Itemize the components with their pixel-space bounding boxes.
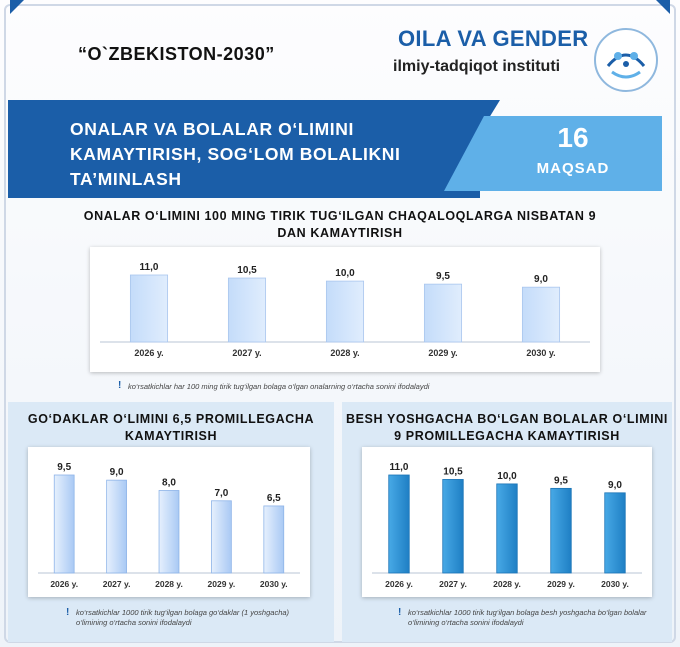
chart3-title: BESH YOSHGACHA BO‘LGAN BOLALAR O‘LIMINI 9 PROMILLEGACHA KAMAYTIRISH — [345, 412, 668, 443]
chart3-bar — [497, 484, 518, 573]
chart1-svg — [90, 247, 600, 372]
chart1-category-label: 2028 y. — [330, 348, 360, 358]
chart1-bar — [130, 275, 167, 342]
chart1-bar — [424, 284, 461, 342]
chart2-bar — [211, 501, 231, 573]
program-title: “O`ZBEKISTON-2030” — [78, 44, 275, 64]
chart1-value-label: 9,0 — [534, 274, 548, 286]
institute-logo-icon — [592, 26, 660, 94]
chart2-title: GO‘DAKLAR O‘LIMINI 6,5 PROMILLEGACHA KAMAYTIRISH — [27, 412, 315, 443]
chart3-category-label: 2030 y. — [601, 579, 629, 589]
chart1-note-icon: ! — [118, 380, 122, 391]
chart3-category-label: 2026 y. — [385, 579, 413, 589]
chart3-category-label: 2027 y. — [439, 579, 467, 589]
chart3-category-label: 2028 y. — [493, 579, 521, 589]
chart2-value-label: 7,0 — [214, 487, 229, 499]
chart2-note: ko‘rsatkichlar 1000 tirik tug‘ilgan bolaga go‘daklar (1 yoshgacha) o‘limining o‘rtacha sonini ifodalaydi — [76, 608, 290, 627]
chart3-value-label: 10,5 — [443, 466, 463, 478]
chart1-value-label: 11,0 — [139, 262, 159, 273]
chart2-category-label: 2027 y. — [102, 579, 131, 589]
chart3-note-icon: ! — [398, 607, 402, 618]
chart3-bar — [605, 493, 626, 573]
chart2-category-label: 2030 y. — [259, 579, 288, 589]
chart1-category-label: 2029 y. — [428, 348, 458, 358]
chart3-svg — [362, 447, 652, 597]
chart1-title: ONALAR O‘LIMINI 100 MING TIRIK TUG‘ILGAN CHAQALOQLARGA NISBATAN 9 DAN KAMAYTIRISH — [83, 209, 597, 240]
chart1-bar — [522, 287, 559, 342]
chart1-value-label: 10,0 — [335, 268, 355, 280]
chart3-value-label: 10,0 — [497, 470, 517, 482]
chart2-bar — [54, 475, 74, 573]
corner-decoration-right — [656, 0, 670, 14]
goal-number: 16 — [557, 122, 589, 153]
chart3-note: ko‘rsatkichlar 1000 tirik tug‘ilgan bolaga besh yoshgacha bo‘lgan bolalar o‘limining o‘rtacha sonini ifodalaydi — [408, 608, 647, 627]
chart2-value-label: 6,5 — [266, 492, 281, 504]
chart1-category-label: 2030 y. — [526, 348, 556, 358]
chart2-card — [28, 447, 310, 597]
chart3-bar — [551, 488, 572, 573]
chart3-value-label: 9,0 — [608, 479, 622, 491]
chart2-value-label: 8,0 — [162, 477, 176, 489]
corner-decoration-left — [10, 0, 24, 14]
chart2-svg — [28, 447, 310, 597]
chart1-bar — [228, 278, 265, 342]
chart2-category-label: 2028 y. — [155, 579, 183, 589]
chart2-value-label: 9,5 — [57, 462, 72, 473]
chart3-category-label: 2029 y. — [547, 579, 575, 589]
chart2-bar — [107, 480, 127, 573]
goal-label: MAQSAD — [536, 160, 610, 177]
chart1-category-label: 2027 y. — [232, 348, 262, 358]
chart1-note: ko‘rsatkichlar har 100 ming tirik tug‘ilgan bolaga o‘lgan onalarning o‘rtacha sonini ifodalaydi — [128, 382, 430, 391]
chart3-card — [362, 447, 652, 597]
chart1-bar — [326, 281, 363, 342]
chart1-category-label: 2026 y. — [134, 348, 164, 358]
chart1-value-label: 10,5 — [237, 265, 257, 277]
chart3-bar — [389, 475, 410, 573]
chart2-bar — [159, 490, 179, 573]
chart1-value-label: 9,5 — [436, 271, 450, 283]
chart2-bar — [264, 506, 284, 573]
chart3-value-label: 11,0 — [389, 462, 409, 473]
chart3-value-label: 9,5 — [554, 475, 568, 487]
goal-title: ONALAR VA BOLALAR O‘LIMINI KAMAYTIRISH, SOG‘LOM BOLALIKNI TA’MINLASH — [70, 119, 401, 189]
chart1-card — [90, 247, 600, 372]
org-subtitle: ilmiy-tadqiqot instituti — [393, 58, 561, 75]
chart2-note-icon: ! — [66, 607, 70, 618]
chart3-bar — [443, 479, 464, 573]
chart2-value-label: 9,0 — [109, 467, 124, 479]
org-name: OILA VA GENDER — [398, 26, 589, 51]
chart2-category-label: 2029 y. — [207, 579, 236, 589]
chart2-category-label: 2026 y. — [50, 579, 79, 589]
